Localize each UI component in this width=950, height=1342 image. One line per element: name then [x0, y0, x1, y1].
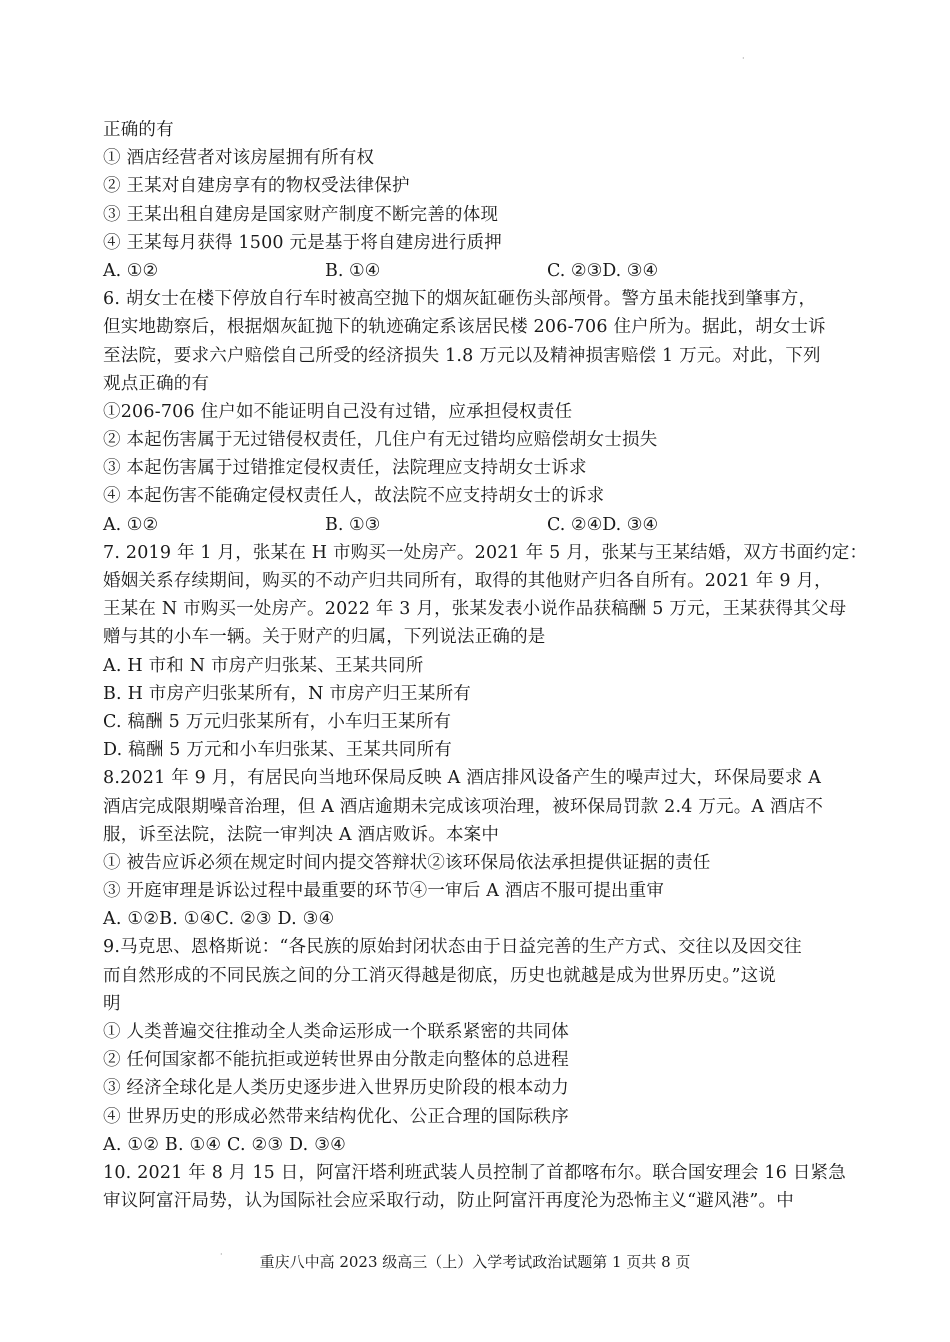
- q5-options: [103, 257, 863, 285]
- q9-statement-4: ④ 世界历史的形成必然带来结构优化、公正合理的国际秩序: [103, 1106, 569, 1127]
- q10-stem-line-1: 10. 2021 年 8 月 15 日，阿富汗塔利班武装人员控制了首都喀布尔。联合国安理会 16 日紧急: [103, 1162, 846, 1183]
- q8-stem-line-1: 8.2021 年 9 月，有居民向当地环保局反映 A 酒店排风设备产生的噪声过大，环保局要求 A: [103, 768, 822, 789]
- question-10: [103, 1159, 863, 1215]
- q5-option-b: B. ①④: [325, 260, 381, 281]
- page-footer: 重庆八中高 2023 级高三（上）入学考试政治试题第 1 页共 8 页: [259, 1253, 691, 1271]
- q10-stem-line-2: 审议阿富汗局势，认为国际社会应采取行动，防止阿富汗再度沦为恐怖主义“避风港”。中: [103, 1191, 794, 1212]
- question-6: [103, 285, 863, 539]
- q7-option-a: A. H 市和 N 市房产归张某、王某共同所: [103, 655, 424, 676]
- question-9: [103, 933, 863, 1159]
- scan-mark-bottom: ·: [220, 1250, 223, 1259]
- q6-options: [103, 511, 863, 539]
- q6-stem-line-1: 6. 胡女士在楼下停放自行车时被高空抛下的烟灰缸砸伤头部颅骨。警方虽未能找到肇事方，: [103, 289, 817, 310]
- q6-stem-line-3: 至法院，要求六户赔偿自己所受的经济损失 1.8 万元以及精神损害赔偿 1 万元。对此，下列: [103, 345, 821, 366]
- question-8: [103, 764, 863, 933]
- q6-statement-3: ③ 本起伤害属于过错推定侵权责任，法院理应支持胡女士诉求: [103, 458, 587, 479]
- q6-stem-line-2: 但实地勘察后，根据烟灰缸抛下的轨迹确定系该居民楼 206-706 住户所为。据此，胡女士诉: [103, 317, 826, 338]
- q8-stem-line-3: 服，诉至法院，法院一审判决 A 酒店败诉。本案中: [103, 824, 500, 845]
- q6-statement-1: ①206-706 住户如不能证明自己没有过错，应承担侵权责任: [103, 401, 573, 422]
- q8-stem-line-2: 酒店完成限期噪音治理，但 A 酒店逾期未完成该项治理，被环保局罚款 2.4 万元。A 酒店不: [103, 796, 824, 817]
- q9-stem-line-2: 而自然形成的不同民族之间的分工消灭得越是彻底，历史也就越是成为世界历史。”这说: [103, 965, 776, 986]
- q5-option-cd: C. ②③D. ③④: [547, 260, 659, 281]
- q5-statement-3: ③ 王某出租自建房是国家财产制度不断完善的体现: [103, 204, 499, 225]
- question-7: [103, 539, 868, 765]
- q5-statement-2: ② 王某对自建房享有的物权受法律保护: [103, 176, 410, 197]
- q6-statement-2: ② 本起伤害属于无过错侵权责任，几住户有无过错均应赔偿胡女士损失: [103, 430, 658, 451]
- q6-statement-4: ④ 本起伤害不能确定侵权责任人，故法院不应支持胡女士的诉求: [103, 486, 605, 507]
- q9-statement-1: ① 人类普遍交往推动全人类命运形成一个联系紧密的共同体: [103, 1022, 569, 1042]
- q5-statement-1: ① 酒店经营者对该房屋拥有所有权: [103, 148, 375, 169]
- q5-statement-4: ④ 王某每月获得 1500 元是基于将自建房进行质押: [103, 232, 502, 253]
- q7-stem-line-2: 婚姻关系存续期间，购买的不动产归共同所有，取得的其他财产归各自所有。2021 年 9 月，: [103, 571, 832, 591]
- q5-stem-end: 正确的有: [103, 120, 174, 140]
- q9-stem-line-1: 9.马克思、恩格斯说：“各民族的原始封闭状态由于日益完善的生产方式、交往以及因交往: [103, 937, 802, 958]
- exam-content: [103, 116, 868, 1215]
- q7-stem-line-1: 7. 2019 年 1 月，张某在 H 市购买一处房产。2021 年 5 月，张某与王某结婚，双方书面约定：: [103, 542, 868, 563]
- q9-statement-3: ③ 经济全球化是人类历史逐步进入世界历史阶段的根本动力: [103, 1078, 569, 1099]
- q8-options: A. ①②B. ①④C. ②③ D. ③④: [103, 909, 335, 930]
- q7-option-d: D. 稿酬 5 万元和小车归张某、王某共同所有: [103, 740, 452, 761]
- q9-options: A. ①② B. ①④ C. ②③ D. ③④: [103, 1134, 346, 1155]
- q8-statements-3-4: ③ 开庭审理是诉讼过程中最重要的环节④一审后 A 酒店不服可提出重审: [103, 881, 665, 902]
- q7-stem-line-3: 王某在 N 市购买一处房产。2022 年 3 月，张某发表小说作品获稿酬 5 万元，王某获得其父母: [103, 599, 847, 620]
- q6-option-cd: C. ②④D. ③④: [547, 514, 659, 535]
- q7-stem-line-4: 赠与其的小车一辆。关于财产的归属，下列说法正确的是: [103, 627, 546, 648]
- q6-option-b: B. ①③: [325, 514, 381, 535]
- q5-option-a: A. ①②: [103, 260, 159, 281]
- q9-statement-2: ② 任何国家都不能抗拒或逆转世界由分散走向整体的总进程: [103, 1050, 569, 1071]
- q7-option-c: C. 稿酬 5 万元归张某所有，小车归王某所有: [103, 711, 452, 732]
- q7-option-b: B. H 市房产归张某所有，N 市房产归王某所有: [103, 683, 471, 704]
- q8-statements-1-2: ① 被告应诉必须在规定时间内提交答辩状②该环保局依法承担提供证据的责任: [103, 852, 711, 873]
- q6-option-a: A. ①②: [103, 514, 159, 535]
- question-5: [103, 116, 863, 285]
- q6-stem-line-4: 观点正确的有: [103, 373, 210, 394]
- q9-stem-line-3: 明: [103, 993, 121, 1014]
- scan-mark-top: ·: [742, 54, 745, 63]
